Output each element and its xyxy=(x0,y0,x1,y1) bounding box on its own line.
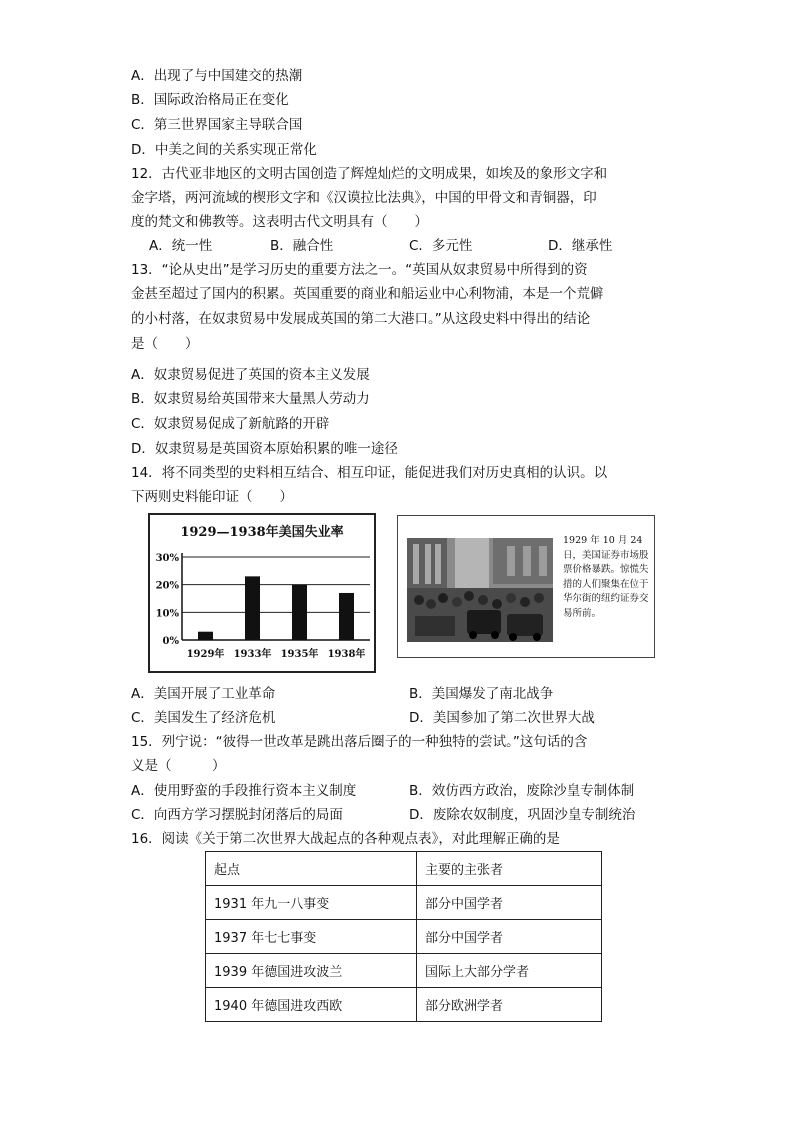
q14-option-d[interactable]: D．美国参加了第二次世界大战 xyxy=(409,710,595,726)
table-row xyxy=(206,954,602,988)
chart-bar xyxy=(339,593,354,640)
table-cell-proponents: 部分中国学者 xyxy=(417,886,602,920)
q12-option-b[interactable]: B．融合性 xyxy=(270,238,334,254)
q13-stem-line-4: 是（ ） xyxy=(131,336,199,352)
table-cell-start: 1931 年九一八事变 xyxy=(206,886,417,920)
q13-stem-line-2: 金甚至超过了国内的积累。英国重要的商业和船运业中心利物浦，本是一个荒僻 xyxy=(131,286,604,302)
unemployment-bar-chart xyxy=(150,515,374,671)
q15-option-c[interactable]: C．向西方学习摆脱封闭落后的局面 xyxy=(131,807,343,823)
q11-option-d[interactable]: D．中美之间的关系实现正常化 xyxy=(131,142,317,158)
q15-option-a[interactable]: A．使用野蛮的手段推行资本主义制度 xyxy=(131,783,357,799)
table-header-proponents: 主要的主张者 xyxy=(417,852,602,886)
chart-y-tick-label: 20% xyxy=(155,580,179,592)
q16-stem: 16．阅读《关于第二次世界大战起点的各种观点表》，对此理解正确的是 xyxy=(131,831,560,847)
q14-option-a[interactable]: A．美国开展了工业革命 xyxy=(131,686,276,702)
chart-x-tick-label: 1938年 xyxy=(327,649,366,660)
chart-title: 1929—1938年美国失业率 xyxy=(180,525,344,540)
chart-y-tick-label: 30% xyxy=(155,553,179,564)
chart-y-tick-label: 10% xyxy=(155,608,179,620)
chart-bar xyxy=(198,632,213,640)
q12-option-c[interactable]: C．多元性 xyxy=(409,238,473,254)
q15-option-b[interactable]: B．效仿西方政治，废除沙皇专制体制 xyxy=(409,783,635,799)
q13-stem-line-3: 的小村落，在奴隶贸易中发展成英国的第二大港口。”从这段史料中得出的结论 xyxy=(131,311,591,327)
q14-option-b[interactable]: B．美国爆发了南北战争 xyxy=(409,686,554,702)
q13-option-b[interactable]: B．奴隶贸易给英国带来大量黑人劳动力 xyxy=(131,391,370,407)
q12-stem-line-2: 金字塔，两河流域的楔形文字和《汉谟拉比法典》，中国的甲骨文和青铜器，印 xyxy=(131,190,597,206)
q12-stem-line-3: 度的梵文和佛教等。这表明古代文明具有（ ） xyxy=(131,214,428,230)
q13-option-a[interactable]: A．奴隶贸易促进了英国的资本主义发展 xyxy=(131,367,370,383)
table-cell-proponents: 部分欧洲学者 xyxy=(417,988,602,1022)
chart-x-tick-label: 1929年 xyxy=(186,649,225,660)
table-cell-start: 1940 年德国进攻西欧 xyxy=(206,988,417,1022)
table-cell-start: 1937 年七七事变 xyxy=(206,920,417,954)
q12-stem-line-1: 12．古代亚非地区的文明古国创造了辉煌灿烂的文明成果，如埃及的象形文字和 xyxy=(131,166,608,182)
historical-photo-panel xyxy=(397,515,655,658)
table-header-start: 起点 xyxy=(206,852,417,886)
q14-stem-line-2: 下两则史料能印证（ ） xyxy=(131,489,293,505)
chart-bar xyxy=(245,576,260,640)
table-cell-proponents: 国际上大部分学者 xyxy=(417,954,602,988)
table-header-row xyxy=(206,852,602,886)
q15-option-d[interactable]: D．废除农奴制度，巩固沙皇专制统治 xyxy=(409,807,636,823)
q15-stem-line-1: 15．列宁说：“彼得一世改革是跳出落后圈子的一种独特的尝试。”这句话的含 xyxy=(131,734,588,750)
q13-option-c[interactable]: C．奴隶贸易促成了新航路的开辟 xyxy=(131,416,330,432)
q12-option-a[interactable]: A．统一性 xyxy=(149,238,213,254)
q11-option-a[interactable]: A．出现了与中国建交的热潮 xyxy=(131,68,303,84)
chart-x-tick-label: 1935年 xyxy=(280,649,319,660)
chart-bar xyxy=(292,585,307,640)
q11-option-c[interactable]: C．第三世界国家主导联合国 xyxy=(131,117,303,133)
table-row xyxy=(206,886,602,920)
photo-caption: 1929 年 10 月 24 日，美国证券市场股票价格暴跌。惊慌失措的人们聚集在位于华尔街的纽约证券交易所前。 xyxy=(563,535,649,619)
q13-stem-line-1: 13．“论从史出”是学习历史的重要方法之一。“英国从奴隶贸易中所得到的资 xyxy=(131,262,588,278)
unemployment-chart xyxy=(148,513,376,673)
table-cell-start: 1939 年德国进攻波兰 xyxy=(206,954,417,988)
ww2-start-views-table xyxy=(205,851,602,1022)
chart-x-tick-label: 1933年 xyxy=(233,649,272,660)
table-row xyxy=(206,988,602,1022)
q11-option-b[interactable]: B．国际政治格局正在变化 xyxy=(131,92,289,108)
q13-option-d[interactable]: D．奴隶贸易是英国资本原始积累的唯一途径 xyxy=(131,441,398,457)
wall-street-crowd-photo xyxy=(407,538,553,642)
table-cell-proponents: 部分中国学者 xyxy=(417,920,602,954)
q15-stem-line-2: 义是（ ） xyxy=(131,758,226,774)
q14-option-c[interactable]: C．美国发生了经济危机 xyxy=(131,710,276,726)
table-row xyxy=(206,920,602,954)
q14-stem-line-1: 14．将不同类型的史料相互结合、相互印证，能促进我们对历史真相的认识。以 xyxy=(131,465,608,481)
chart-y-tick-label: 0% xyxy=(162,636,179,647)
q12-option-d[interactable]: D．继承性 xyxy=(548,238,613,254)
